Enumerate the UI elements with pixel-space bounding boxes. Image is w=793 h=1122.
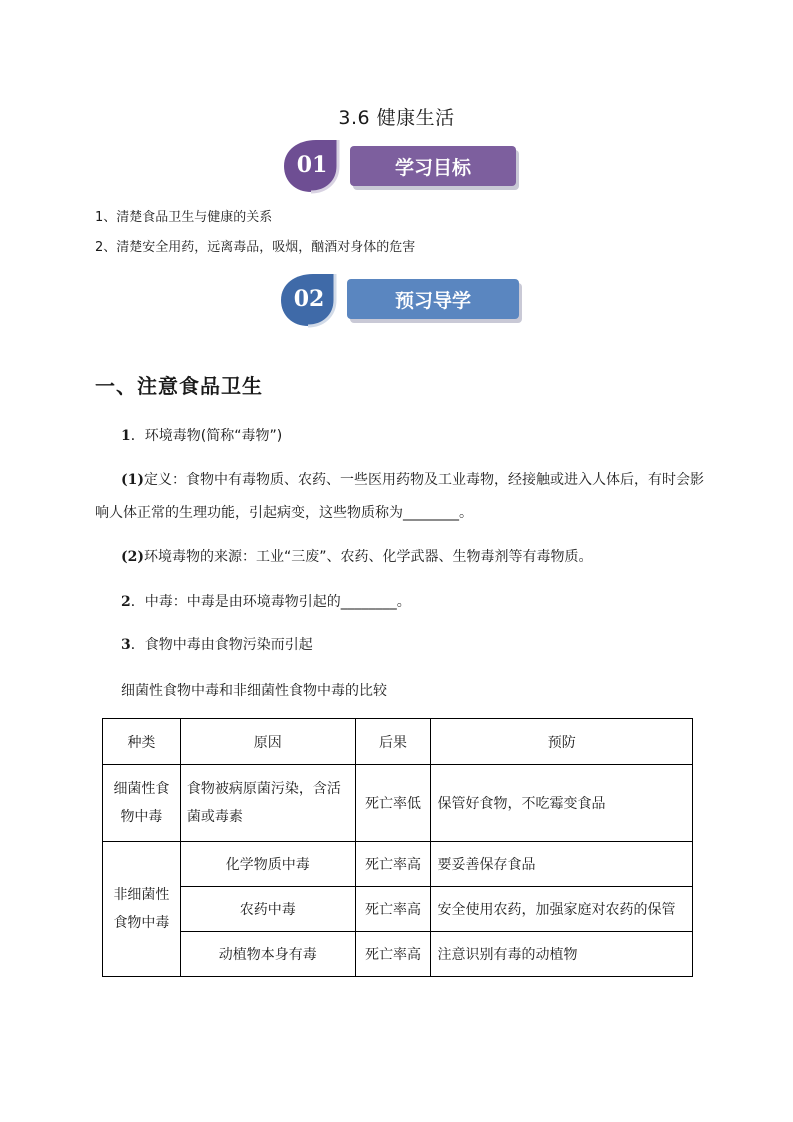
- item-text: 定义：食物中有毒物质、农药、一些医用药物及工业毒物，经接触或进入人体后，有时会影: [144, 472, 704, 488]
- table-cell-prevent: 注意识别有毒的动植物: [431, 932, 693, 977]
- table-row: [103, 887, 693, 932]
- table-cell-cause: 食物被病原菌污染，含活菌或毒素: [180, 765, 355, 842]
- table-header: 原因: [180, 719, 355, 765]
- table-row: [103, 932, 693, 977]
- table-header-row: [103, 719, 693, 765]
- table-header: 预防: [431, 719, 693, 765]
- item-3: 3．食物中毒由食物污染而引起: [121, 637, 313, 653]
- comparison-caption: 细菌性食物中毒和非细菌性食物中毒的比较: [121, 683, 387, 699]
- definition-line-2: 响人体正常的生理功能，引起病变，这些物质称为________。: [95, 505, 473, 521]
- section-heading: 一、注意食品卫生: [95, 374, 263, 398]
- page-title: 3.6 健康生活: [338, 107, 455, 129]
- objective-item: 2、清楚安全用药，远离毒品，吸烟，酗酒对身体的危害: [95, 240, 416, 255]
- table-header: 种类: [103, 719, 181, 765]
- table-row: [103, 765, 693, 842]
- table-header: 后果: [355, 719, 431, 765]
- comparison-table: [102, 718, 693, 977]
- item-text: 环境毒物(简称“毒物”): [144, 428, 283, 444]
- item-2: 2．中毒：中毒是由环境毒物引起的________。: [121, 594, 411, 610]
- section-title-banner: 学习目标: [350, 146, 516, 186]
- item-number: (2): [121, 549, 144, 565]
- definition-line-1: [121, 473, 704, 487]
- table-cell-result: 死亡率高: [355, 842, 431, 887]
- item-number: 2: [121, 594, 131, 610]
- table-cell-result: 死亡率低: [355, 765, 431, 842]
- item-number: 1: [121, 428, 131, 444]
- table-cell-prevent: 要妥善保存食品: [431, 842, 693, 887]
- table-row: [103, 842, 693, 887]
- source-line: [121, 550, 593, 564]
- table-cell-type: 非细菌性食物中毒: [103, 842, 181, 977]
- section-number: 01: [296, 152, 328, 178]
- section-badge-preview: [273, 272, 523, 332]
- item-number: (1): [121, 472, 144, 488]
- table-cell-prevent: 安全使用农药，加强家庭对农药的保管: [431, 887, 693, 932]
- table-cell-type: 细菌性食物中毒: [103, 765, 181, 842]
- section-number: 02: [293, 286, 325, 312]
- item-1: 1．环境毒物(简称“毒物”): [121, 428, 283, 444]
- table-cell-result: 死亡率高: [355, 932, 431, 977]
- table-cell-cause: 化学物质中毒: [180, 842, 355, 887]
- item-text: 环境毒物的来源：工业“三废”、农药、化学武器、生物毒剂等有毒物质。: [144, 549, 593, 565]
- section-title-banner: 预习导学: [347, 279, 519, 319]
- table-cell-result: 死亡率高: [355, 887, 431, 932]
- item-text: 食物中毒由食物污染而引起: [144, 637, 313, 653]
- item-number: 3: [121, 637, 131, 653]
- table-cell-cause: 动植物本身有毒: [180, 932, 355, 977]
- table-cell-prevent: 保管好食物，不吃霉变食品: [431, 765, 693, 842]
- table-cell-cause: 农药中毒: [180, 887, 355, 932]
- item-text: 中毒：中毒是由环境毒物引起的________。: [144, 594, 411, 610]
- objective-item: 1、清楚食品卫生与健康的关系: [95, 210, 273, 225]
- section-badge-objectives: [276, 138, 521, 198]
